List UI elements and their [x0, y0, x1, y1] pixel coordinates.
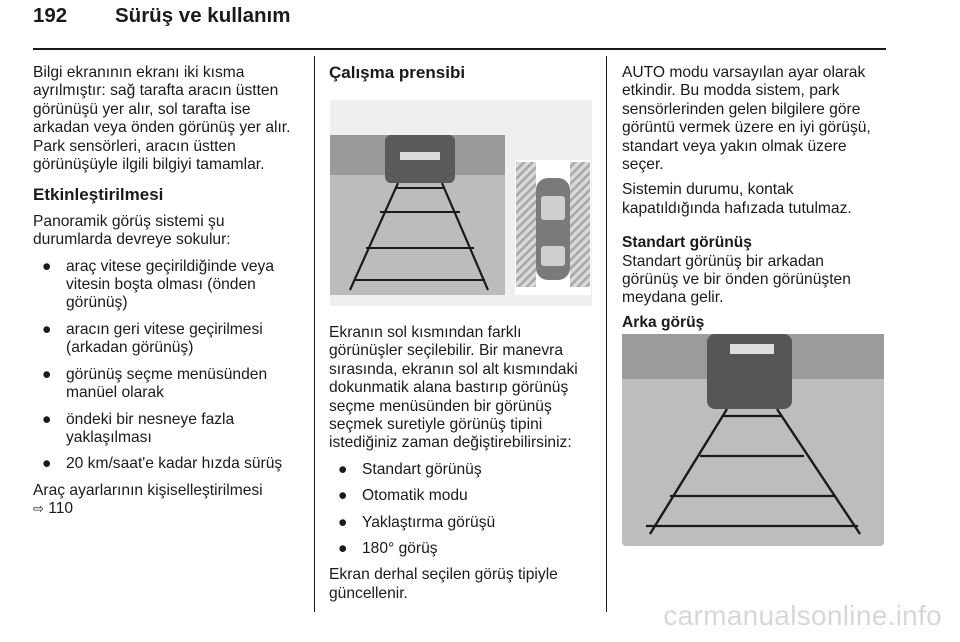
body-line: etkindir. Bu modda sistem, park	[622, 82, 840, 100]
intro-line: görünüşü yer alır, sol tarafta ise	[33, 100, 251, 118]
left-sensor-zone	[516, 162, 536, 287]
list-item-text: manüel olarak	[66, 384, 164, 402]
bullet-icon: ●	[42, 455, 52, 473]
list-item-text: vitesin boşta olması (önden	[66, 276, 256, 294]
header-rule	[33, 48, 886, 50]
body-line: Ekran derhal seçilen görüş tipiyle	[329, 566, 558, 584]
list-item-text: Otomatik modu	[362, 487, 468, 505]
heading-standard-view: Standart görünüş	[622, 234, 752, 252]
lead-line: Panoramik görüş sistemi şu	[33, 212, 225, 230]
body-line: Standart görünüş bir arkadan	[622, 252, 824, 270]
body-line: görüntü vermek üzere en iyi görüşü,	[622, 119, 871, 137]
list-item	[329, 487, 604, 505]
body-line: istediğiniz zaman değiştirebilirsiniz:	[329, 434, 572, 452]
arrow-right-icon: ⇨	[33, 501, 44, 517]
page-reference-link[interactable]	[33, 500, 308, 518]
list-item	[33, 366, 308, 403]
heading-activation: Etkinleştirilmesi	[33, 185, 164, 205]
license-plate	[400, 152, 440, 160]
section-title: Sürüş ve kullanım	[115, 4, 291, 27]
bullet-icon: ●	[42, 410, 52, 428]
intro-line: Bilgi ekranının ekranı iki kısma	[33, 64, 245, 81]
heading-working-principle: Çalışma prensibi	[329, 63, 466, 82]
body-line: Ekranın sol kısmından farklı	[329, 324, 522, 341]
list-item-text: aracın geri vitese geçirilmesi	[66, 320, 263, 338]
bullet-icon: ●	[338, 513, 348, 531]
reference-page-number: 110	[48, 500, 74, 518]
list-item-text: 20 km/saat'e kadar hızda sürüş	[66, 455, 283, 473]
body-line: dokunmatik alana bastırıp görünüş	[329, 379, 569, 397]
body-line: sırasında, ekranın sol alt kısmındaki	[329, 360, 578, 378]
camera-split-view-figure	[330, 100, 592, 306]
list-item-text: öndeki bir nesneye fazla	[66, 410, 235, 428]
list-item	[329, 514, 604, 532]
body-line: seçmek suretiyle görünüş tipini	[329, 416, 543, 434]
list-item	[33, 258, 308, 313]
body-line: meydana gelir.	[622, 289, 724, 307]
page-number: 192	[33, 4, 68, 27]
column-3	[622, 64, 892, 332]
list-item-text: araç vitese geçirildiğinde veya	[66, 257, 275, 275]
body-line: görünüşler seçilebilir. Bir manevra	[329, 342, 564, 360]
watermark: carmanualsonline.info	[663, 600, 942, 631]
view-type-list	[329, 461, 604, 559]
list-item-text: yaklaşılması	[66, 428, 152, 446]
intro-line: görünüşüyle ilgili bilgiyi tamamlar.	[33, 156, 265, 174]
car-rear-window	[541, 246, 565, 266]
bullet-icon: ●	[338, 487, 348, 505]
car-windshield	[541, 196, 565, 220]
column-divider-1	[314, 56, 315, 612]
body-line: AUTO modu varsayılan ayar olarak	[622, 64, 866, 81]
list-item-text: (arkadan görünüş)	[66, 339, 194, 357]
list-item	[33, 321, 308, 358]
intro-line: ayrılmıştır: sağ tarafta aracın üstten	[33, 82, 279, 100]
settings-reference-text: Araç ayarlarının kişiselleştirilmesi	[33, 481, 263, 499]
list-item-text: görünüş)	[66, 294, 128, 312]
list-item-text: Yaklaştırma görüşü	[362, 513, 496, 531]
list-item-text: görünüş seçme menüsünden	[66, 365, 268, 383]
column-1	[33, 64, 308, 519]
bullet-icon: ●	[42, 365, 52, 383]
intro-line: Park sensörleri, aracın üstten	[33, 137, 236, 155]
right-sensor-zone	[570, 162, 590, 287]
body-line: görünüş ve bir önden görünüşten	[622, 271, 851, 289]
license-plate	[730, 344, 774, 354]
column-divider-2	[606, 56, 607, 612]
list-item	[33, 455, 308, 473]
heading-rear-view: Arka görüş	[622, 313, 705, 331]
body-line: Sistemin durumu, kontak	[622, 181, 794, 199]
body-line: sensörlerinden gelen bilgilere göre	[622, 100, 861, 118]
list-item	[33, 411, 308, 448]
body-line: güncellenir.	[329, 584, 408, 602]
list-item-text: Standart görünüş	[362, 460, 482, 478]
bullet-icon: ●	[42, 257, 52, 275]
rear-camera-view-figure	[622, 334, 884, 546]
bullet-icon: ●	[42, 320, 52, 338]
bullet-icon: ●	[338, 540, 348, 558]
list-item	[329, 540, 604, 558]
body-line: standart veya yakın olmak üzere	[622, 137, 847, 155]
bullet-icon: ●	[338, 460, 348, 478]
list-item	[329, 461, 604, 479]
intro-line: arkadan veya önden görünüş yer alır.	[33, 119, 291, 137]
column-2-body	[329, 324, 604, 603]
column-2	[329, 64, 599, 82]
activation-list	[33, 258, 308, 474]
body-line: seçer.	[622, 156, 664, 174]
body-line: kapatıldığında hafızada tutulmaz.	[622, 199, 852, 217]
body-line: seçme menüsünden bir görünüş	[329, 397, 552, 415]
list-item-text: 180° görüş	[362, 540, 438, 558]
lead-line: durumlarda devreye sokulur:	[33, 231, 231, 249]
